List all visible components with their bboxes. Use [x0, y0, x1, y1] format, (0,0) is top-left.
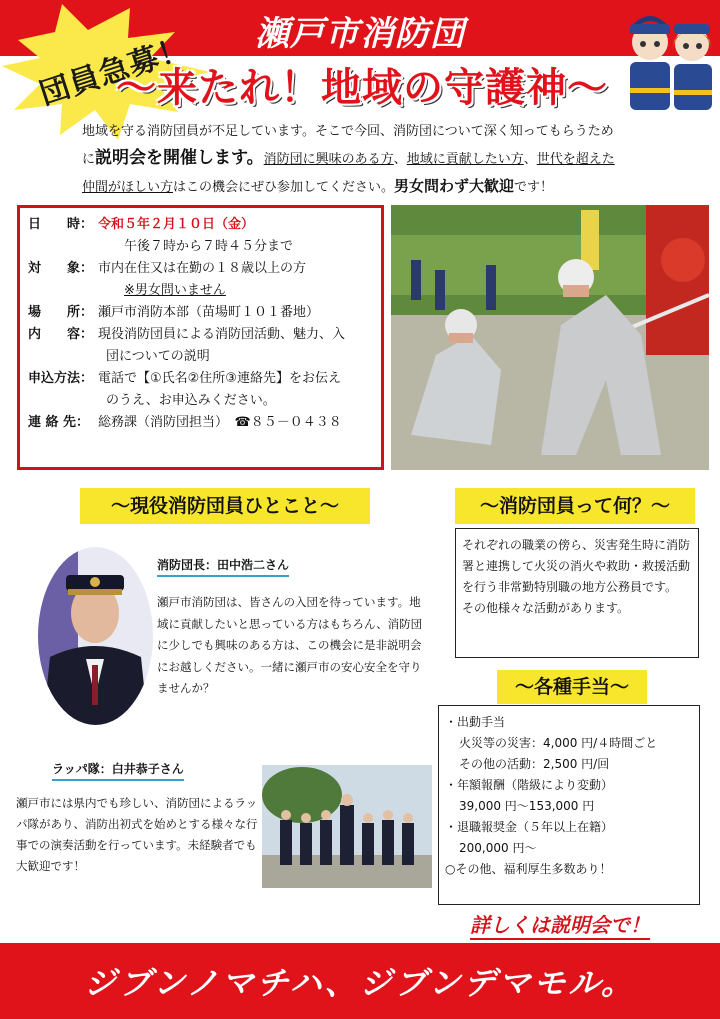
intro-line-3: [82, 173, 672, 201]
intro-underline: 消防団に興味のある方: [263, 152, 394, 167]
allowance-line: 39,000 円～153,000 円: [459, 799, 595, 813]
allowance-line: ・退職報奨金（５年以上在籍）: [445, 820, 614, 834]
chief-name: 消防団長：田中浩二さん: [157, 556, 289, 577]
info-row-contact: [28, 412, 373, 434]
intro-text: です！: [514, 180, 554, 195]
footer-slogan: ジブンノマチハ、ジブンデマモル。: [84, 964, 636, 1002]
intro-paragraph: [82, 118, 672, 201]
what-description: それぞれの職業の傍ら、災害発生時に消防署と連携して火災の消火や救助・救援活動を行う非常勤特別職の地方公務員です。: [462, 538, 691, 594]
intro-line-2: [82, 145, 672, 173]
intro-underline: 世代を超えた: [536, 152, 615, 167]
intro-text: 、: [523, 152, 537, 167]
chief-message: 瀬戸市消防団は、皆さんの入団を待っています。地域に貢献したいと思っている方はもちろん、消防団に少しでも興味のある方は、この機会に是非説明会にお越しください。一緒に瀬戸市の安心安全を守りませんか？: [157, 595, 423, 695]
info-label: 連 絡 先：: [28, 415, 90, 430]
what-description-2: その他様々な活動があります。: [462, 601, 630, 615]
intro-underline: 地域に貢献したい方: [406, 152, 524, 167]
intro-text: はこの機会にぜひ参加してください。: [173, 180, 395, 195]
allowance-line: ・出動手当: [445, 715, 506, 729]
allowance-line: その他の活動：2,500 円/回: [459, 757, 610, 771]
heading-what-is-firefighter: ～消防団員って何？～: [455, 488, 695, 524]
heading-allowances: ～各種手当～: [497, 670, 647, 704]
firefighter-drill-photo: [391, 205, 709, 470]
intro-emphasis: 説明会を開催します。: [95, 148, 264, 168]
trumpet-member-message: 瀬戸市には県内でも珍しい、消防団によるラッパ隊があり、消防出初式を始めとする様々な行事での演奏活動を行っています。未経験者でも大歓迎です！: [16, 796, 258, 873]
allowances-box: [438, 705, 700, 905]
allowance-line: ○その他、福利厚生多数あり！: [445, 862, 612, 876]
info-apply-value-2: のうえ、お申込みください。: [106, 393, 276, 408]
details-at-session: 詳しくは説明会で！: [470, 909, 650, 940]
main-title: ～来たれ！地域の守護神～: [116, 65, 608, 111]
info-apply-value: 電話で【①氏名②住所③連絡先】をお伝え: [98, 371, 341, 386]
heading-member-voices: ～現役消防団員ひとこと～: [80, 488, 370, 524]
allowance-line: 200,000 円～: [459, 841, 537, 855]
header-title: 瀬戸市消防団: [255, 14, 465, 54]
info-label: 対 象：: [28, 261, 94, 276]
info-note-text: ※男女問いません: [124, 283, 226, 298]
intro-line-1: 地域を守る消防団員が不足しています。そこで今回、消防団について深く知ってもらうため: [82, 124, 614, 139]
info-place-value: 瀬戸市消防本部（苗場町１０１番地）: [98, 305, 320, 320]
info-contact-value: 総務課（消防団担当） ☎８５－０４３８: [98, 415, 342, 430]
info-row-target: [28, 258, 373, 280]
info-time-value: 午後７時から７時４５分まで: [124, 239, 294, 254]
recruit-burst-text: 団員急募！: [35, 30, 194, 112]
chief-portrait: [38, 547, 153, 725]
info-content-value-2: 団についての説明: [106, 349, 210, 364]
info-label: 日 時：: [28, 217, 94, 232]
info-row-apply: [28, 368, 373, 390]
info-label: 申込方法：: [28, 371, 94, 386]
info-date-value: 令和５年２月１０日（金）: [98, 217, 255, 232]
event-info-box: [17, 205, 384, 470]
info-label: 場 所：: [28, 305, 94, 320]
intro-text: に: [82, 152, 96, 167]
intro-emphasis: 男女問わず大歓迎: [394, 177, 515, 195]
info-content-value: 現役消防団員による消防団活動、魅力、入: [98, 327, 346, 342]
trumpet-member-name: ラッパ隊：白井恭子さん: [52, 760, 184, 781]
info-label: 内 容：: [28, 327, 94, 342]
info-target-value: 市内在住又は在勤の１８歳以上の方: [98, 261, 307, 276]
intro-text: 、: [393, 152, 407, 167]
info-row-place: [28, 302, 373, 324]
what-is-firefighter-box: [455, 528, 699, 658]
mascot-illustration: [622, 2, 720, 110]
trumpet-corps-photo: [262, 765, 432, 888]
info-row-date: [28, 214, 373, 236]
allowance-line: 火災等の災害：4,000 円/４時間ごと: [459, 736, 658, 750]
allowance-line: ・年額報酬（階級により変動）: [445, 778, 614, 792]
intro-underline: 仲間がほしい方: [82, 180, 174, 195]
info-target-note: [28, 280, 373, 302]
info-row-content: [28, 324, 373, 346]
